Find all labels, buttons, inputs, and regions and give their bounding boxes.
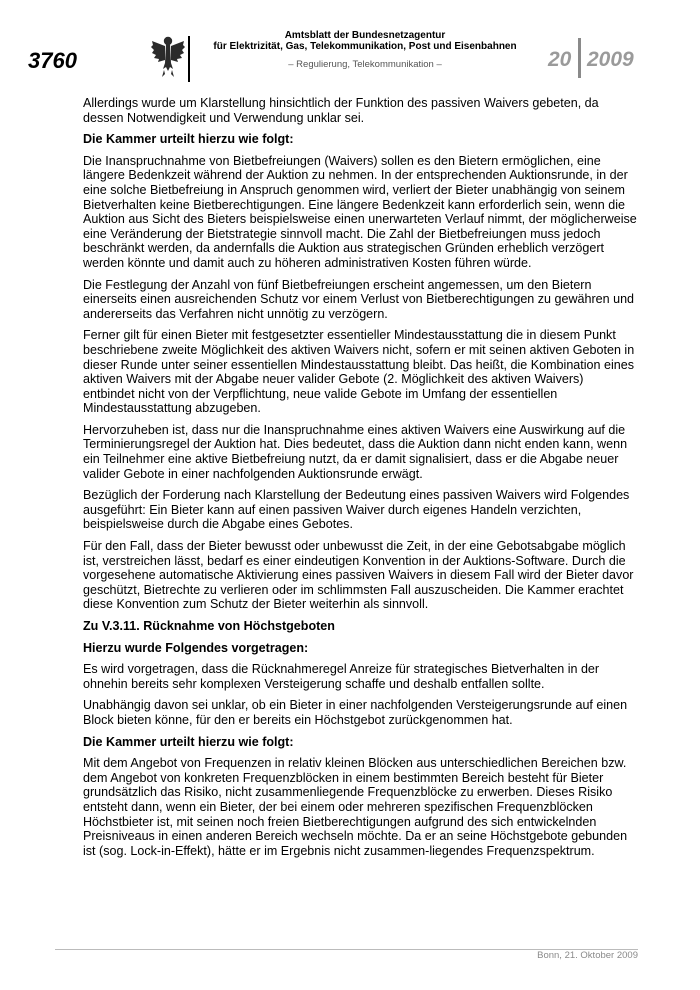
section-heading: Die Kammer urteilt hierzu wie folgt: (83, 132, 294, 147)
logo-divider (188, 36, 190, 82)
paragraph: Hervorzuheben ist, dass nur die Inanspruchnahme eines aktiven Waivers eine Auswirkung auf die Terminierungsregel der Auktion hat. Dies bedeutet, dass die Auktion dann nicht enden kann, wenn ein Teilnehmer eine aktive Bietbefreiung nutzt, da er damit signalisiert, dass er die Abgabe neuer valider Gebote in einer nachfolgenden Auktionsrunde erwägt. (83, 422, 628, 481)
footer-date: Bonn, 21. Oktober 2009 (537, 950, 638, 961)
issue-year: 2009 (587, 48, 634, 71)
publication-subtitle: für Elektrizität, Gas, Telekommunikation, Post und Eisenbahnen (213, 41, 517, 52)
paragraph: Allerdings wurde um Klarstellung hinsichtlich der Funktion des passiven Waivers gebeten, da dessen Notwendigkeit und Verwendung unklar sei. (83, 96, 599, 125)
paragraph: Unabhängig davon sei unklar, ob ein Bieter in einer nachfolgenden Versteigerungsrunde auf einen Block bieten könne, für den er bereits ein Höchstgebot zurückgenommen hat. (83, 698, 628, 727)
section-heading: Hierzu wurde Folgendes vorgetragen: (83, 640, 309, 655)
section-heading: Zu V.3.11. Rücknahme von Höchstgeboten (83, 619, 335, 633)
paragraph: Für den Fall, dass der Bieter bewusst oder unbewusst die Zeit, in der eine Gebotsabgabe möglich ist, verstreichen lässt, bedarf es einer eindeutigen Konvention in der Auktions-Software. Durch die vorgesehene automatische Aktivierung eines passiven Waivers in diesem Fall wird der Bieter davor geschützt, Bietrechte zu verlieren oder im schlimmsten Fall auszuscheiden. Die Kammer erachtet diese Konvention zum Schutz der Bieter weiterhin als sinnvoll. (83, 539, 634, 612)
masthead (200, 30, 530, 70)
publication-title: Amtsblatt der Bundesnetzagentur (284, 30, 446, 41)
paragraph: Bezüglich der Forderung nach Klarstellung der Bedeutung eines passiven Waivers wird Folgendes ausgeführt: Ein Bieter kann auf einen passiven Waiver durch eigenes Handeln verzichten, beispielsweise durch die Abgabe eines Gebotes. (83, 488, 630, 532)
issue-number: 20 (548, 48, 572, 71)
page-number: 3760 (28, 48, 77, 73)
paragraph: Es wird vorgetragen, dass die Rücknahmeregel Anreize für strategisches Bietverhalten in der ohnehin bereits sehr komplexen Versteigerung schaffe und deshalb entfallen sollte. (83, 662, 600, 691)
paragraph: Die Inanspruchnahme von Bietbefreiungen (Waivers) sollen es den Bietern ermöglichen, eine längere Bedenkzeit während der Auktion zu nehmen. In der entsprechenden Auktionsrunde, in der eine solche Bietbefreiung in Anspruch genommen wird, verliert der Bieter unabhängig von seinem Bietverhalten keine Bietberechtigungen. Eine längere Bedenkzeit kann erforderlich sein, wenn die Auktion aus Sicht des Bieters beispielsweise einen unerwarteten Verlauf nimmt, der möglicherweise eine Veränderung der Bietstrategie sinnvoll macht. Die Zahl der Bietbefreiungen muss jedoch beschränkt werden, da andernfalls die Auktion aus strategischen Gründen erheblich verzögert werden könnte und damit auch zu höheren administrativen Kosten führen würde. (83, 153, 637, 270)
federal-eagle-icon (150, 33, 186, 79)
issue-divider (578, 38, 581, 78)
publication-section: – Regulierung, Telekommunikation – (288, 59, 442, 70)
paragraph: Die Festlegung der Anzahl von fünf Bietbefreiungen erscheint angemessen, um den Bietern einerseits einen ausreichenden Schutz vor einem Verlust von Bietberechtigungen zu gewähren und andererseits das Verfahren nicht unnötig zu verzögern. (83, 277, 635, 321)
paragraph: Ferner gilt für einen Bieter mit festgesetzter essentieller Mindestausstattung die in diesem Punkt beschriebene zweite Möglichkeit des aktiven Waivers nicht, sofern er mit seinen aktiven Geboten in dieser Runde unter seiner essentiellen Mindestausstattung bleibt. Das heißt, die Kombination eines aktiven Waivers mit der Abgabe neuer valider Gebote (2. Möglichkeit des aktiven Waivers) entbindet nicht von der Verpflichtung, neue valide Gebote im Umfang der essentiellen Mindestausstattung abzugeben. (83, 328, 635, 416)
document-body (83, 96, 638, 865)
section-heading: Die Kammer urteilt hierzu wie folgt: (83, 734, 294, 749)
paragraph: Mit dem Angebot von Frequenzen in relativ kleinen Blöcken aus unterschiedlichen Bereichen bzw. dem Angebot von konkreten Frequenzblöcken in einem bestimmten Bereich besteht für Bieter grundsätzlich das Risiko, nicht zusammenliegende Frequenzblöcke zu erwerben. Dieses Risiko entsteht dann, wenn ein Bieter, der bei einem oder mehreren spezifischen Frequenzblöcken Höchstbieter ist, mit seinen noch freien Bietberechtigungen aufgrund des sich entwickelnden Preisniveaus in einen anderen Bereich wechseln möchte. Da er an seine Höchstgebote gebunden ist (sog. Lock-in-Effekt), hätte er im Ergebnis nicht zusammen-liegendes Frequenzspektrum. (83, 756, 628, 858)
